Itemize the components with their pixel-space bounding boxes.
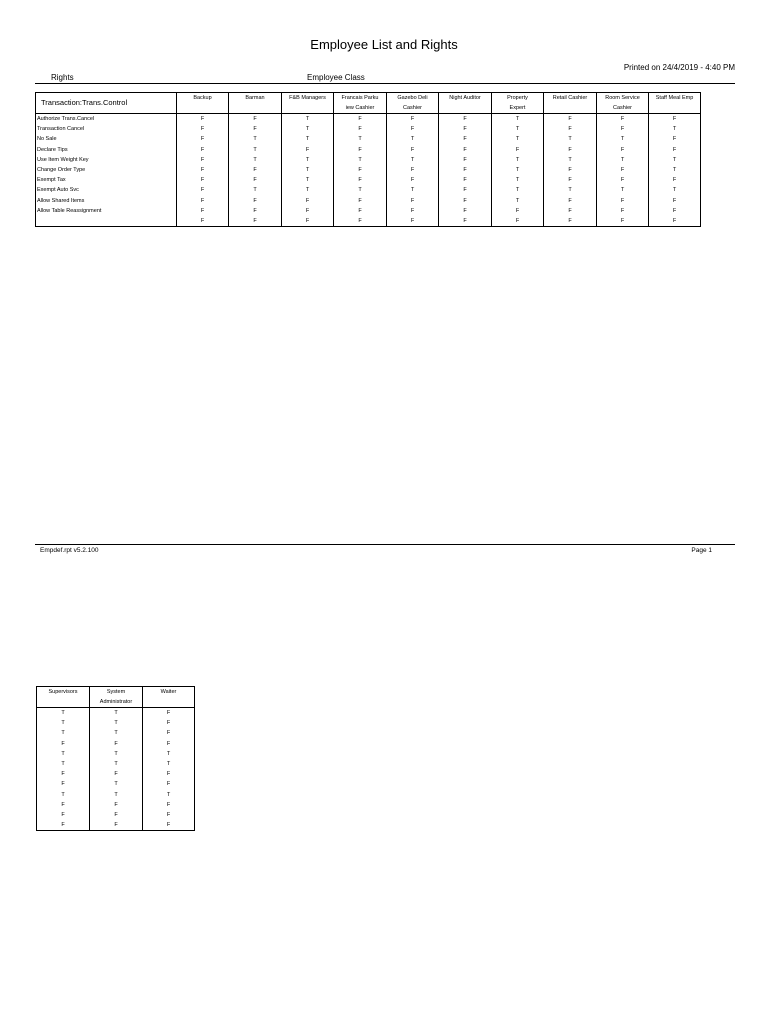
permission-value: F [568, 177, 572, 184]
permission-value: F [61, 771, 65, 778]
permission-value: F [200, 146, 205, 153]
right-name-blank [36, 216, 176, 226]
right-name: Allow Shared Items [37, 197, 85, 204]
column-header [334, 93, 387, 114]
permission-value: T [358, 156, 362, 163]
permission-value: F [166, 781, 171, 788]
permission-value: F [568, 166, 572, 173]
permission-value: F [200, 197, 205, 204]
permission-value: T [515, 116, 520, 122]
permission-value: F [620, 166, 625, 173]
header-line: Expert [509, 105, 526, 111]
permission-value: F [200, 187, 205, 194]
permission-value: F [463, 146, 467, 153]
permission-value: F [305, 217, 310, 224]
permission-value: T [410, 136, 415, 143]
permission-value: T [253, 187, 257, 194]
permission-value: F [305, 207, 310, 214]
permission-value: T [515, 197, 520, 204]
table-body-row [37, 708, 195, 831]
value-column-cell [282, 114, 334, 227]
right-name: No Sale [37, 136, 57, 143]
permission-value: T [672, 187, 677, 194]
right-name: Exempt Auto Svc [37, 187, 79, 194]
permission-value: F [358, 166, 362, 173]
permission-value: F [463, 136, 467, 143]
header-line: Administrator [99, 699, 133, 705]
rights-column-header: Transaction:Trans.Control [36, 93, 177, 114]
permission-value: F [672, 217, 677, 224]
permission-value: F [672, 207, 677, 214]
permission-value: T [253, 156, 257, 163]
permission-value: T [61, 791, 65, 798]
permission-value: F [200, 136, 205, 143]
permission-value: F [410, 126, 415, 133]
permission-value: T [305, 187, 310, 194]
permission-value: T [358, 136, 362, 143]
permission-value: T [568, 136, 572, 143]
column-header [37, 687, 90, 708]
permission-value: F [463, 187, 467, 194]
permission-value: F [463, 207, 467, 214]
permission-value: T [305, 116, 310, 122]
permission-value: F [620, 177, 625, 184]
column-header [387, 93, 439, 114]
header-line: F&B Managers [289, 95, 326, 101]
permission-value: F [200, 217, 205, 224]
permission-value: F [410, 146, 415, 153]
permission-value: F [166, 822, 171, 829]
column-header [544, 93, 597, 114]
column-header [143, 687, 195, 708]
permission-value: F [463, 177, 467, 184]
permission-value: F [515, 207, 520, 214]
permission-value: F [358, 116, 362, 122]
permission-value: F [620, 207, 625, 214]
header-line: Cashier [403, 105, 422, 111]
permission-value: T [515, 126, 520, 133]
permission-value: F [166, 720, 171, 727]
permission-value: F [166, 730, 171, 737]
permission-value: T [305, 177, 310, 184]
permission-value: F [620, 197, 625, 204]
permission-value: F [200, 166, 205, 173]
permission-value: F [568, 146, 572, 153]
permission-value: T [61, 730, 65, 737]
permission-value: T [568, 156, 572, 163]
permission-value: F [200, 177, 205, 184]
permission-value: F [463, 126, 467, 133]
value-column-cell [229, 114, 282, 227]
permission-value: F [358, 197, 362, 204]
permission-value: T [515, 187, 520, 194]
permission-value: F [463, 116, 467, 122]
right-name: Use Item Weight Key [37, 156, 89, 163]
value-column-cell [492, 114, 544, 227]
permission-value: F [672, 177, 677, 184]
permission-value: T [620, 136, 625, 143]
permission-value: T [166, 760, 171, 767]
permission-value: F [305, 197, 310, 204]
permission-value: F [114, 771, 118, 778]
right-name: Exempt Tax [37, 177, 66, 184]
permission-value: F [568, 197, 572, 204]
permission-value: T [305, 166, 310, 173]
permission-value: T [410, 187, 415, 194]
right-name: Declare Tips [37, 146, 68, 153]
permission-value: T [166, 750, 171, 757]
header-line: Retail Cashier [552, 95, 588, 101]
permission-value: F [61, 740, 65, 747]
permission-value: F [672, 136, 677, 143]
right-name: Transaction Cancel [37, 126, 85, 133]
permission-value: F [166, 740, 171, 747]
header-line: Room Service [605, 95, 640, 101]
permission-value: F [358, 217, 362, 224]
rights-list-cell [36, 114, 177, 227]
permission-value: T [61, 750, 65, 757]
header-divider [35, 83, 735, 84]
permission-value: T [305, 126, 310, 133]
permission-value: F [620, 126, 625, 133]
permission-value: F [358, 207, 362, 214]
permission-value: F [620, 116, 625, 122]
permission-value: T [410, 156, 415, 163]
permission-value: F [515, 146, 520, 153]
permission-value: F [61, 822, 65, 829]
permission-value: T [358, 187, 362, 194]
permission-value: F [114, 801, 118, 808]
permission-value: F [410, 166, 415, 173]
permission-value: T [61, 760, 65, 767]
column-header [439, 93, 492, 114]
value-column-cell [37, 708, 90, 831]
permission-value: F [253, 126, 257, 133]
permission-value: F [200, 126, 205, 133]
permission-value: T [620, 156, 625, 163]
header-line: Gazebo Deli [397, 95, 428, 101]
header-line: Supervisors [48, 689, 78, 695]
permission-value: F [253, 116, 257, 122]
permission-value: F [358, 146, 362, 153]
permission-value: F [166, 801, 171, 808]
permission-value: T [114, 760, 118, 767]
permission-value: F [166, 811, 171, 818]
rights-table-page-1 [35, 92, 701, 227]
permission-value: T [515, 166, 520, 173]
header-line: System [106, 689, 126, 695]
header-line: Francais Parku [341, 95, 379, 101]
permission-value: T [114, 791, 118, 798]
table-body-row [36, 114, 701, 227]
header-line: Staff Meal Emp [655, 95, 694, 101]
permission-value: F [568, 126, 572, 133]
permission-value: F [410, 217, 415, 224]
permission-value: F [200, 116, 205, 122]
permission-value: T [253, 136, 257, 143]
value-column-cell [387, 114, 439, 227]
permission-value: F [672, 146, 677, 153]
table-header-row [36, 93, 701, 114]
permission-value: F [114, 740, 118, 747]
permission-value: T [620, 187, 625, 194]
permission-value: F [200, 207, 205, 214]
permission-value: F [672, 197, 677, 204]
permission-value: F [410, 197, 415, 204]
rights-table-page-2 [36, 686, 195, 831]
header-line: Property [507, 95, 528, 101]
permission-value: T [305, 136, 310, 143]
permission-value: T [166, 791, 171, 798]
permission-value: T [114, 730, 118, 737]
header-line: Backup [193, 95, 212, 101]
permission-value: F [114, 822, 118, 829]
value-column-cell [439, 114, 492, 227]
page-number: Page 1 [691, 547, 712, 554]
permission-value: F [410, 207, 415, 214]
permission-value: F [253, 177, 257, 184]
permission-value: F [568, 217, 572, 224]
page-title: Employee List and Rights [310, 37, 458, 52]
permission-value: T [61, 720, 65, 727]
value-column-cell [334, 114, 387, 227]
column-header [282, 93, 334, 114]
employee-class-label: Employee Class [307, 73, 365, 82]
permission-value: F [61, 801, 65, 808]
permission-value: F [253, 197, 257, 204]
header-line: Barman [245, 95, 265, 101]
header-line: Waiter [160, 689, 177, 695]
value-column-cell [177, 114, 229, 227]
header-line: Cashier [613, 105, 632, 111]
permission-value: F [305, 146, 310, 153]
permission-value: T [672, 166, 677, 173]
permission-value: T [114, 720, 118, 727]
permission-value: F [568, 116, 572, 122]
column-header [177, 93, 229, 114]
permission-value: F [568, 207, 572, 214]
right-name: Allow Table Reassignment [37, 207, 102, 214]
rights-label: Rights [51, 73, 74, 82]
permission-value: F [410, 116, 415, 122]
permission-value: T [253, 146, 257, 153]
permission-value: F [166, 771, 171, 778]
permission-value: F [672, 116, 677, 122]
permission-value: F [463, 156, 467, 163]
permission-value: T [61, 710, 65, 716]
column-header [492, 93, 544, 114]
permission-value: F [253, 217, 257, 224]
permission-value: T [672, 156, 677, 163]
permission-value: T [515, 177, 520, 184]
right-name: Authorize Trans.Cancel [37, 116, 95, 122]
permission-value: T [114, 750, 118, 757]
permission-value: F [620, 146, 625, 153]
table-header-row [37, 687, 195, 708]
permission-value: F [253, 166, 257, 173]
value-column-cell [649, 114, 701, 227]
permission-value: F [166, 710, 171, 716]
column-header [229, 93, 282, 114]
permission-value: T [515, 156, 520, 163]
permission-value: F [515, 217, 520, 224]
permission-value: F [253, 207, 257, 214]
permission-value: F [410, 177, 415, 184]
printed-timestamp: Printed on 24/4/2019 - 4:40 PM [623, 63, 735, 72]
permission-value: T [672, 126, 677, 133]
permission-value: F [463, 166, 467, 173]
value-column-cell [90, 708, 143, 831]
header-line: iew Cashier [345, 105, 375, 111]
permission-value: F [358, 177, 362, 184]
footer-divider [35, 544, 735, 545]
value-column-cell [597, 114, 649, 227]
column-header [90, 687, 143, 708]
value-column-cell [544, 114, 597, 227]
report-version: Empdef.rpt v5.2.100 [40, 547, 99, 554]
permission-value: T [568, 187, 572, 194]
column-header [649, 93, 701, 114]
permission-value: F [620, 217, 625, 224]
permission-value: T [114, 781, 118, 788]
permission-value: F [114, 811, 118, 818]
right-name: Change Order Type [37, 166, 86, 173]
permission-value: T [114, 710, 118, 716]
permission-value: T [305, 156, 310, 163]
permission-value: F [61, 781, 65, 788]
permission-value: F [463, 197, 467, 204]
column-header [597, 93, 649, 114]
permission-value: T [515, 136, 520, 143]
permission-value: F [200, 156, 205, 163]
permission-value: F [358, 126, 362, 133]
permission-value: F [61, 811, 65, 818]
permission-value: F [463, 217, 467, 224]
header-line: Night Auditor [449, 95, 481, 101]
value-column-cell [143, 708, 195, 831]
